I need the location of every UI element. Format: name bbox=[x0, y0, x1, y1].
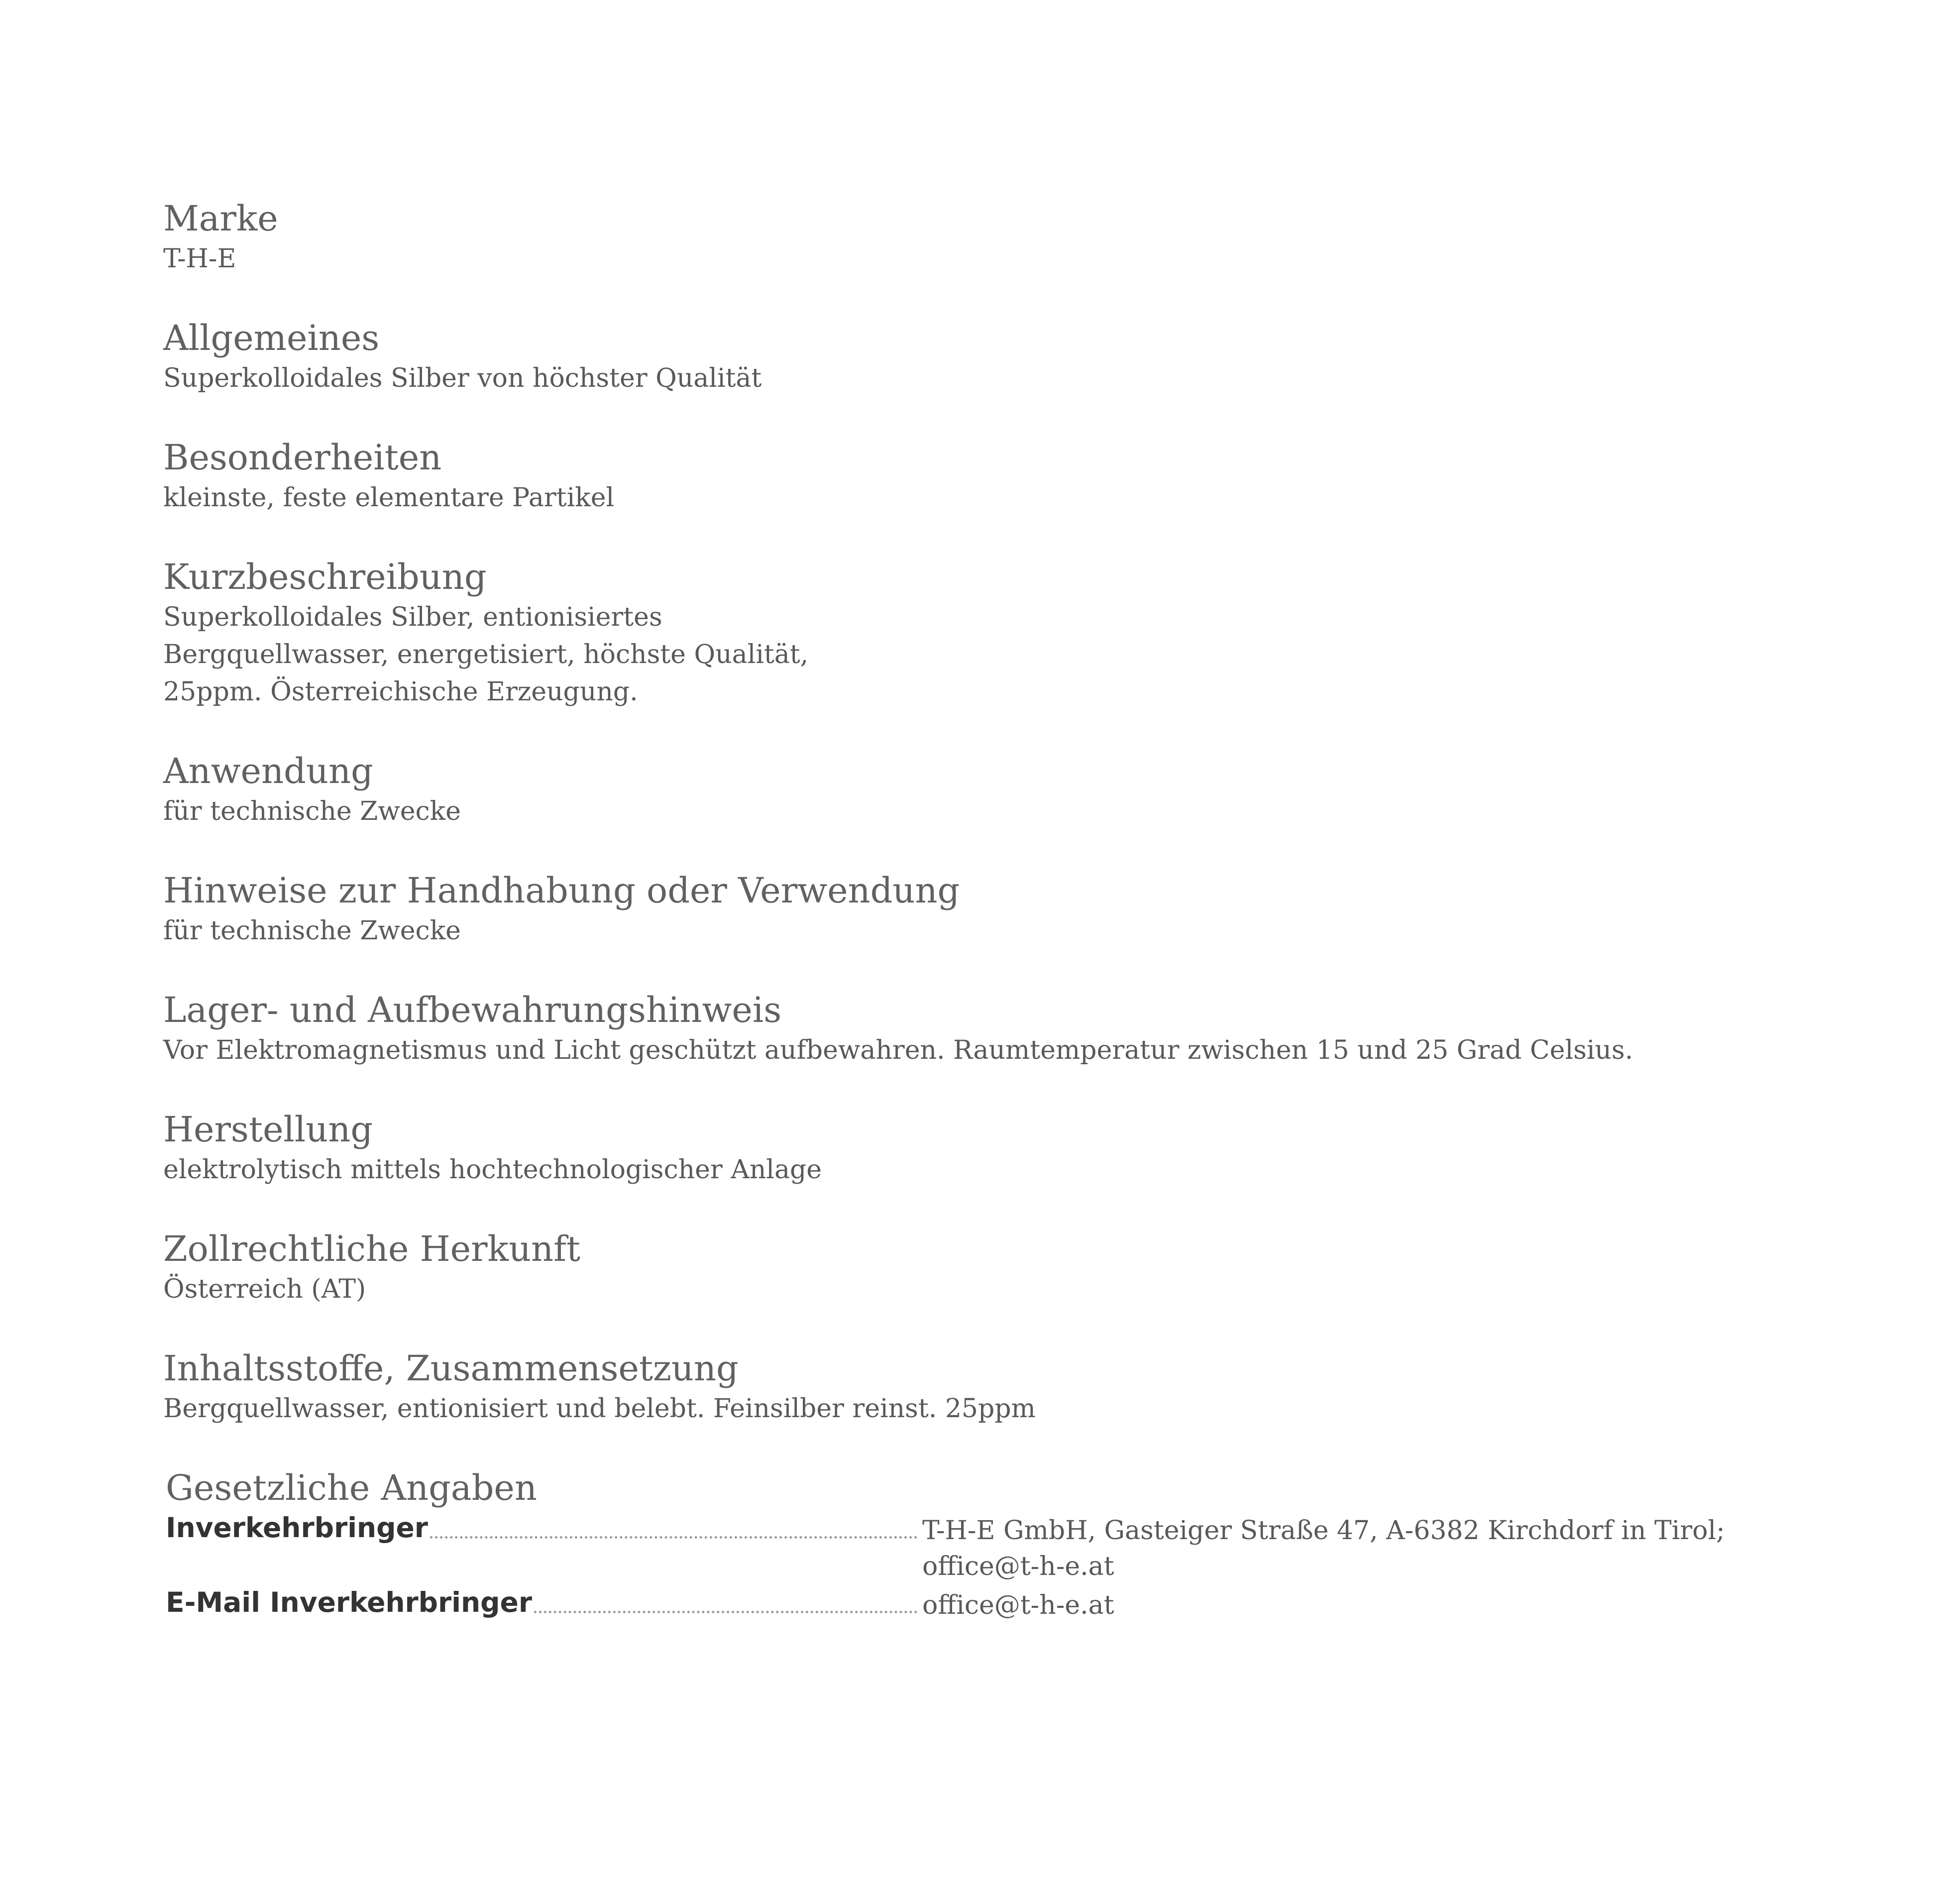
dot-leader bbox=[534, 1611, 917, 1613]
section-text: für technische Zwecke bbox=[163, 916, 461, 946]
legal-row-inverkehrbringer bbox=[166, 1510, 1806, 1584]
section-heading: Lager- und Aufbewahrungshinweis bbox=[163, 990, 782, 1030]
section-allgemeines bbox=[163, 316, 1806, 397]
section-hinweise bbox=[163, 869, 1806, 950]
section-kurzbeschreibung bbox=[163, 555, 1806, 711]
product-details bbox=[163, 197, 1806, 1623]
section-marke bbox=[163, 197, 1806, 278]
legal-label bbox=[166, 1584, 922, 1620]
dot-leader bbox=[430, 1536, 917, 1539]
section-text: für technische Zwecke bbox=[163, 796, 461, 826]
legal-info bbox=[166, 1466, 1806, 1623]
section-text: Vor Elektromagnetismus und Licht geschützt aufbewahren. Raumtemperatur zwischen 15 und 25 Grad Celsius. bbox=[163, 1035, 1633, 1065]
section-lagerhinweis bbox=[163, 988, 1806, 1069]
section-heading: Anwendung bbox=[163, 751, 373, 791]
section-herkunft bbox=[163, 1227, 1806, 1308]
section-anwendung bbox=[163, 749, 1806, 830]
section-heading: Besonderheiten bbox=[163, 437, 442, 478]
section-text: kleinste, feste elementare Partikel bbox=[163, 483, 615, 513]
section-text: Superkolloidales Silber, entionisiertes Bergquellwasser, energetisiert, höchste Qualität, 25ppm. Österreichische Erzeugung. bbox=[163, 602, 809, 707]
section-heading: Inhaltsstoffe, Zusammensetzung bbox=[163, 1348, 739, 1389]
section-herstellung bbox=[163, 1108, 1806, 1189]
section-heading: Herstellung bbox=[163, 1109, 373, 1150]
legal-label bbox=[166, 1510, 922, 1546]
legal-value: office@t-h-e.at bbox=[922, 1590, 1114, 1620]
section-text: T-H-E bbox=[163, 244, 236, 274]
section-text: Österreich (AT) bbox=[163, 1274, 366, 1304]
legal-label-text: Inverkehrbringer bbox=[166, 1512, 428, 1544]
section-text: elektrolytisch mittels hochtechnologischer Anlage bbox=[163, 1155, 822, 1185]
section-text: Bergquellwasser, entionisiert und belebt. Feinsilber reinst. 25ppm bbox=[163, 1394, 1036, 1424]
legal-label-text: E-Mail Inverkehrbringer bbox=[166, 1586, 532, 1618]
section-heading: Hinweise zur Handhabung oder Verwendung bbox=[163, 870, 960, 911]
section-heading: Kurzbeschreibung bbox=[163, 557, 487, 597]
section-besonderheiten bbox=[163, 436, 1806, 517]
legal-value: T-H-E GmbH, Gasteiger Straße 47, A-6382 Kirchdorf in Tirol; office@t-h-e.at bbox=[922, 1516, 1725, 1581]
section-heading: Zollrechtliche Herkunft bbox=[163, 1229, 581, 1269]
legal-row-email bbox=[166, 1584, 1806, 1623]
section-heading: Allgemeines bbox=[163, 318, 380, 358]
section-inhaltsstoffe bbox=[163, 1346, 1806, 1428]
section-text: Superkolloidales Silber von höchster Qualität bbox=[163, 363, 762, 393]
legal-heading: Gesetzliche Angaben bbox=[166, 1467, 537, 1508]
section-heading: Marke bbox=[163, 198, 278, 239]
